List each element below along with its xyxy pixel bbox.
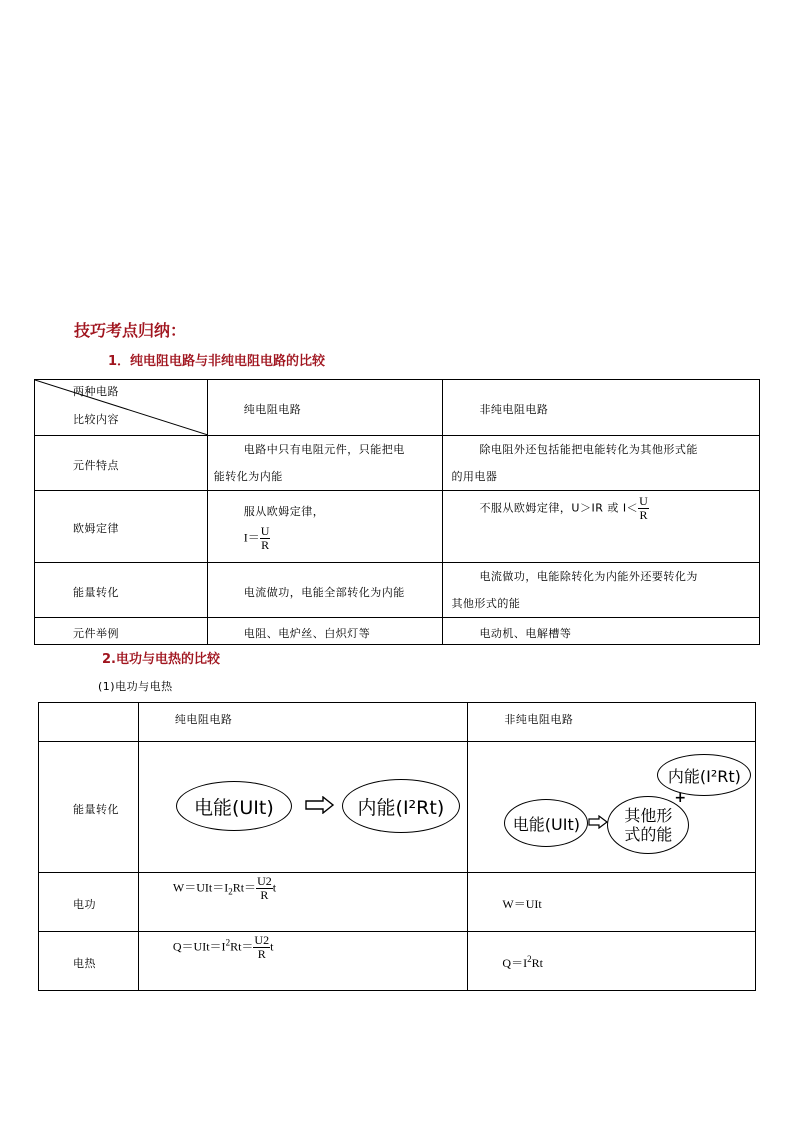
bubble-electric-energy-small: 电能(UIt) [504, 799, 588, 847]
header-pure: 纯电阻电路 [207, 380, 443, 436]
ohm-nonpure-fraction: $\frac{U}{R}$ [639, 494, 648, 522]
heat-fraction: $\frac{U2}{R}$ [254, 933, 270, 961]
section1-title: 1．纯电阻电路与非纯电阻电路的比较 [108, 354, 326, 369]
diag-top-label: 两种电路 [73, 385, 119, 398]
cell-element-nonpure: 除电阻外还包括能把电能转化为其他形式能 的用电器 [443, 436, 760, 491]
section2-title: 2.电功与电热的比较 [102, 652, 220, 667]
t2-row-label-work: 电功 [39, 873, 139, 932]
comparison-table-2 [38, 702, 756, 991]
bubble-other-energy: 其他形 式的能 [607, 796, 689, 854]
row-label-examples: 元件举例 [35, 618, 208, 645]
t2-header-nonpure: 非纯电阻电路 [468, 703, 756, 742]
t2-header-empty [39, 703, 139, 742]
t2-row-label-heat: 电热 [39, 932, 139, 991]
t2-work-pure: $W=UIt=I_2Rt=$ $\frac{U2}{R}$ t [138, 873, 468, 932]
t2-energy-nonpure [468, 742, 756, 873]
cell-energy-nonpure: 电流做功，电能除转化为内能外还要转化为 其他形式的能 [443, 563, 760, 618]
comparison-table-1 [34, 379, 760, 645]
t2-work-nonpure: W＝UIt [468, 873, 756, 932]
bubble-internal-energy: 内能(I²Rt) [342, 779, 460, 833]
t2-heat-nonpure: $Q=I^2Rt$ [468, 932, 756, 991]
open-arrow-icon-small [588, 815, 608, 829]
cell-examples-nonpure: 电动机、电解槽等 [443, 618, 760, 645]
page-heading: 技巧考点归纳： [74, 321, 187, 340]
bubble-electric-energy: 电能(UIt) [176, 781, 292, 831]
row-label-element: 元件特点 [35, 436, 208, 491]
open-arrow-icon [305, 796, 335, 814]
diagonal-line [35, 380, 208, 435]
t2-row-label-energy: 能量转化 [39, 742, 139, 873]
header-nonpure: 非纯电阻电路 [443, 380, 760, 436]
cell-element-pure: 电路中只有电阻元件，只能把电 能转化为内能 [207, 436, 443, 491]
row-label-ohm: 欧姆定律 [35, 491, 208, 563]
cell-examples-pure: 电阻、电炉丝、白炽灯等 [207, 618, 443, 645]
row-label-energy: 能量转化 [35, 563, 208, 618]
cell-ohm-pure: 服从欧姆定律， I＝ $\frac{U}{R}$ [207, 491, 443, 563]
diagonal-header-cell [35, 380, 208, 436]
t2-header-pure: 纯电阻电路 [138, 703, 468, 742]
t2-heat-pure: $Q=UIt=I^2Rt=$ $\frac{U2}{R}$ t [138, 932, 468, 991]
ohm-fraction: $\frac{U}{R}$ [260, 524, 270, 552]
plus-sign: + [674, 790, 687, 806]
diag-bottom-label: 比较内容 [73, 413, 119, 426]
work-fraction: $\frac{U2}{R}$ [257, 874, 272, 902]
t2-energy-pure [138, 742, 468, 873]
bubble-internal-energy-small: 内能(I²Rt) [657, 754, 751, 796]
cell-ohm-nonpure: 不服从欧姆定律，U＞IR 或 I＜ $\frac{U}{R}$ [443, 491, 760, 563]
cell-energy-pure: 电流做功，电能全部转化为内能 [207, 563, 443, 618]
section2-subtitle: (1)电功与电热 [98, 680, 173, 693]
